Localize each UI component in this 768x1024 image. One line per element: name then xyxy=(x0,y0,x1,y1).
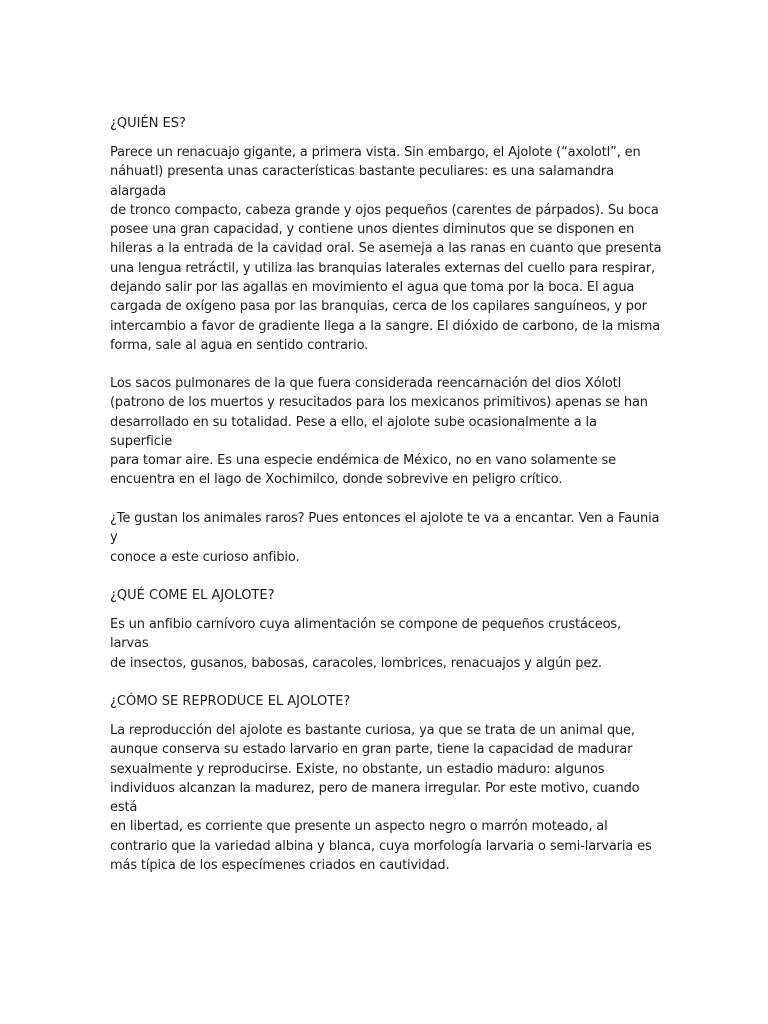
heading-como-se-reproduce: ¿CÓMO SE REPRODUCE EL AJOLOTE? xyxy=(110,694,351,709)
paragraph-faunia: ¿Te gustan los animales raros? Pues entonces el ajolote te va a encantar. Ven a Faunia y conoce a este curioso anfibio. xyxy=(110,511,660,565)
paragraph-sacos-pulmonares: Los sacos pulmonares de la que fuera considerada reencarnación del dios Xólotl (patrono de los muertos y resucitados para los mexicanos primitivos) apenas se han desarrollado en su totalidad. Pese a ello, el ajolote sube ocasionalmente a la superficie para tomar aire. Es una especie endémica de México, no en vano solamente se encuentra en el lago de Xochimilco, donde sobrevive en peligro crítico. xyxy=(110,376,648,488)
paragraph-intro: Parece un renacuajo gigante, a primera vista. Sin embargo, el Ajolote (“axolotl”, en náhuatl) presenta unas características bastante peculiares: es una salamandra alargada de tronco compacto, cabeza grande y ojos pequeños (carentes de párpados). Su boca posee una gran capacidad, y contiene unos dientes diminutos que se disponen en hileras a la entrada de la cavidad oral. Se asemeja a las ranas en cuanto que presenta una lengua retráctil, y utiliza las branquias laterales externas del cuello para respirar, dejando salir por las agallas en movimiento el agua que toma por la boca. El agua cargada de oxígeno pasa por las branquias, cerca de los capilares sanguíneos, y por intercambio a favor de gradiente llega a la sangre. El dióxido de carbono, de la misma forma, sale al agua en sentido contrario. xyxy=(110,145,662,353)
paragraph-reproduccion: La reproducción del ajolote es bastante curiosa, ya que se trata de un animal que, aunque conserva su estado larvario en gran parte, tiene la capacidad de madurar sexualmente y reproducirse. Existe, no obstante, un estadio maduro: algunos individuos alcanzan la madurez, pero de manera irregular. Por este motivo, cuando está en libertad, es corriente que presente un aspecto negro o marrón moteado, al contrario que la variedad albina y blanca, cuya morfología larvaria o semi-larvaria es más típica de los especímenes criados en cautividad. xyxy=(110,723,652,874)
paragraph-que-come: Es un anfibio carnívoro cuya alimentación se compone de pequeños crustáceos, larvas de insectos, gusanos, babosas, caracoles, lombrices, renacuajos y algún pez. xyxy=(110,617,621,671)
heading-que-come: ¿QUÉ COME EL AJOLOTE? xyxy=(110,588,275,603)
heading-quien-es: ¿QUIÉN ES? xyxy=(110,116,186,131)
